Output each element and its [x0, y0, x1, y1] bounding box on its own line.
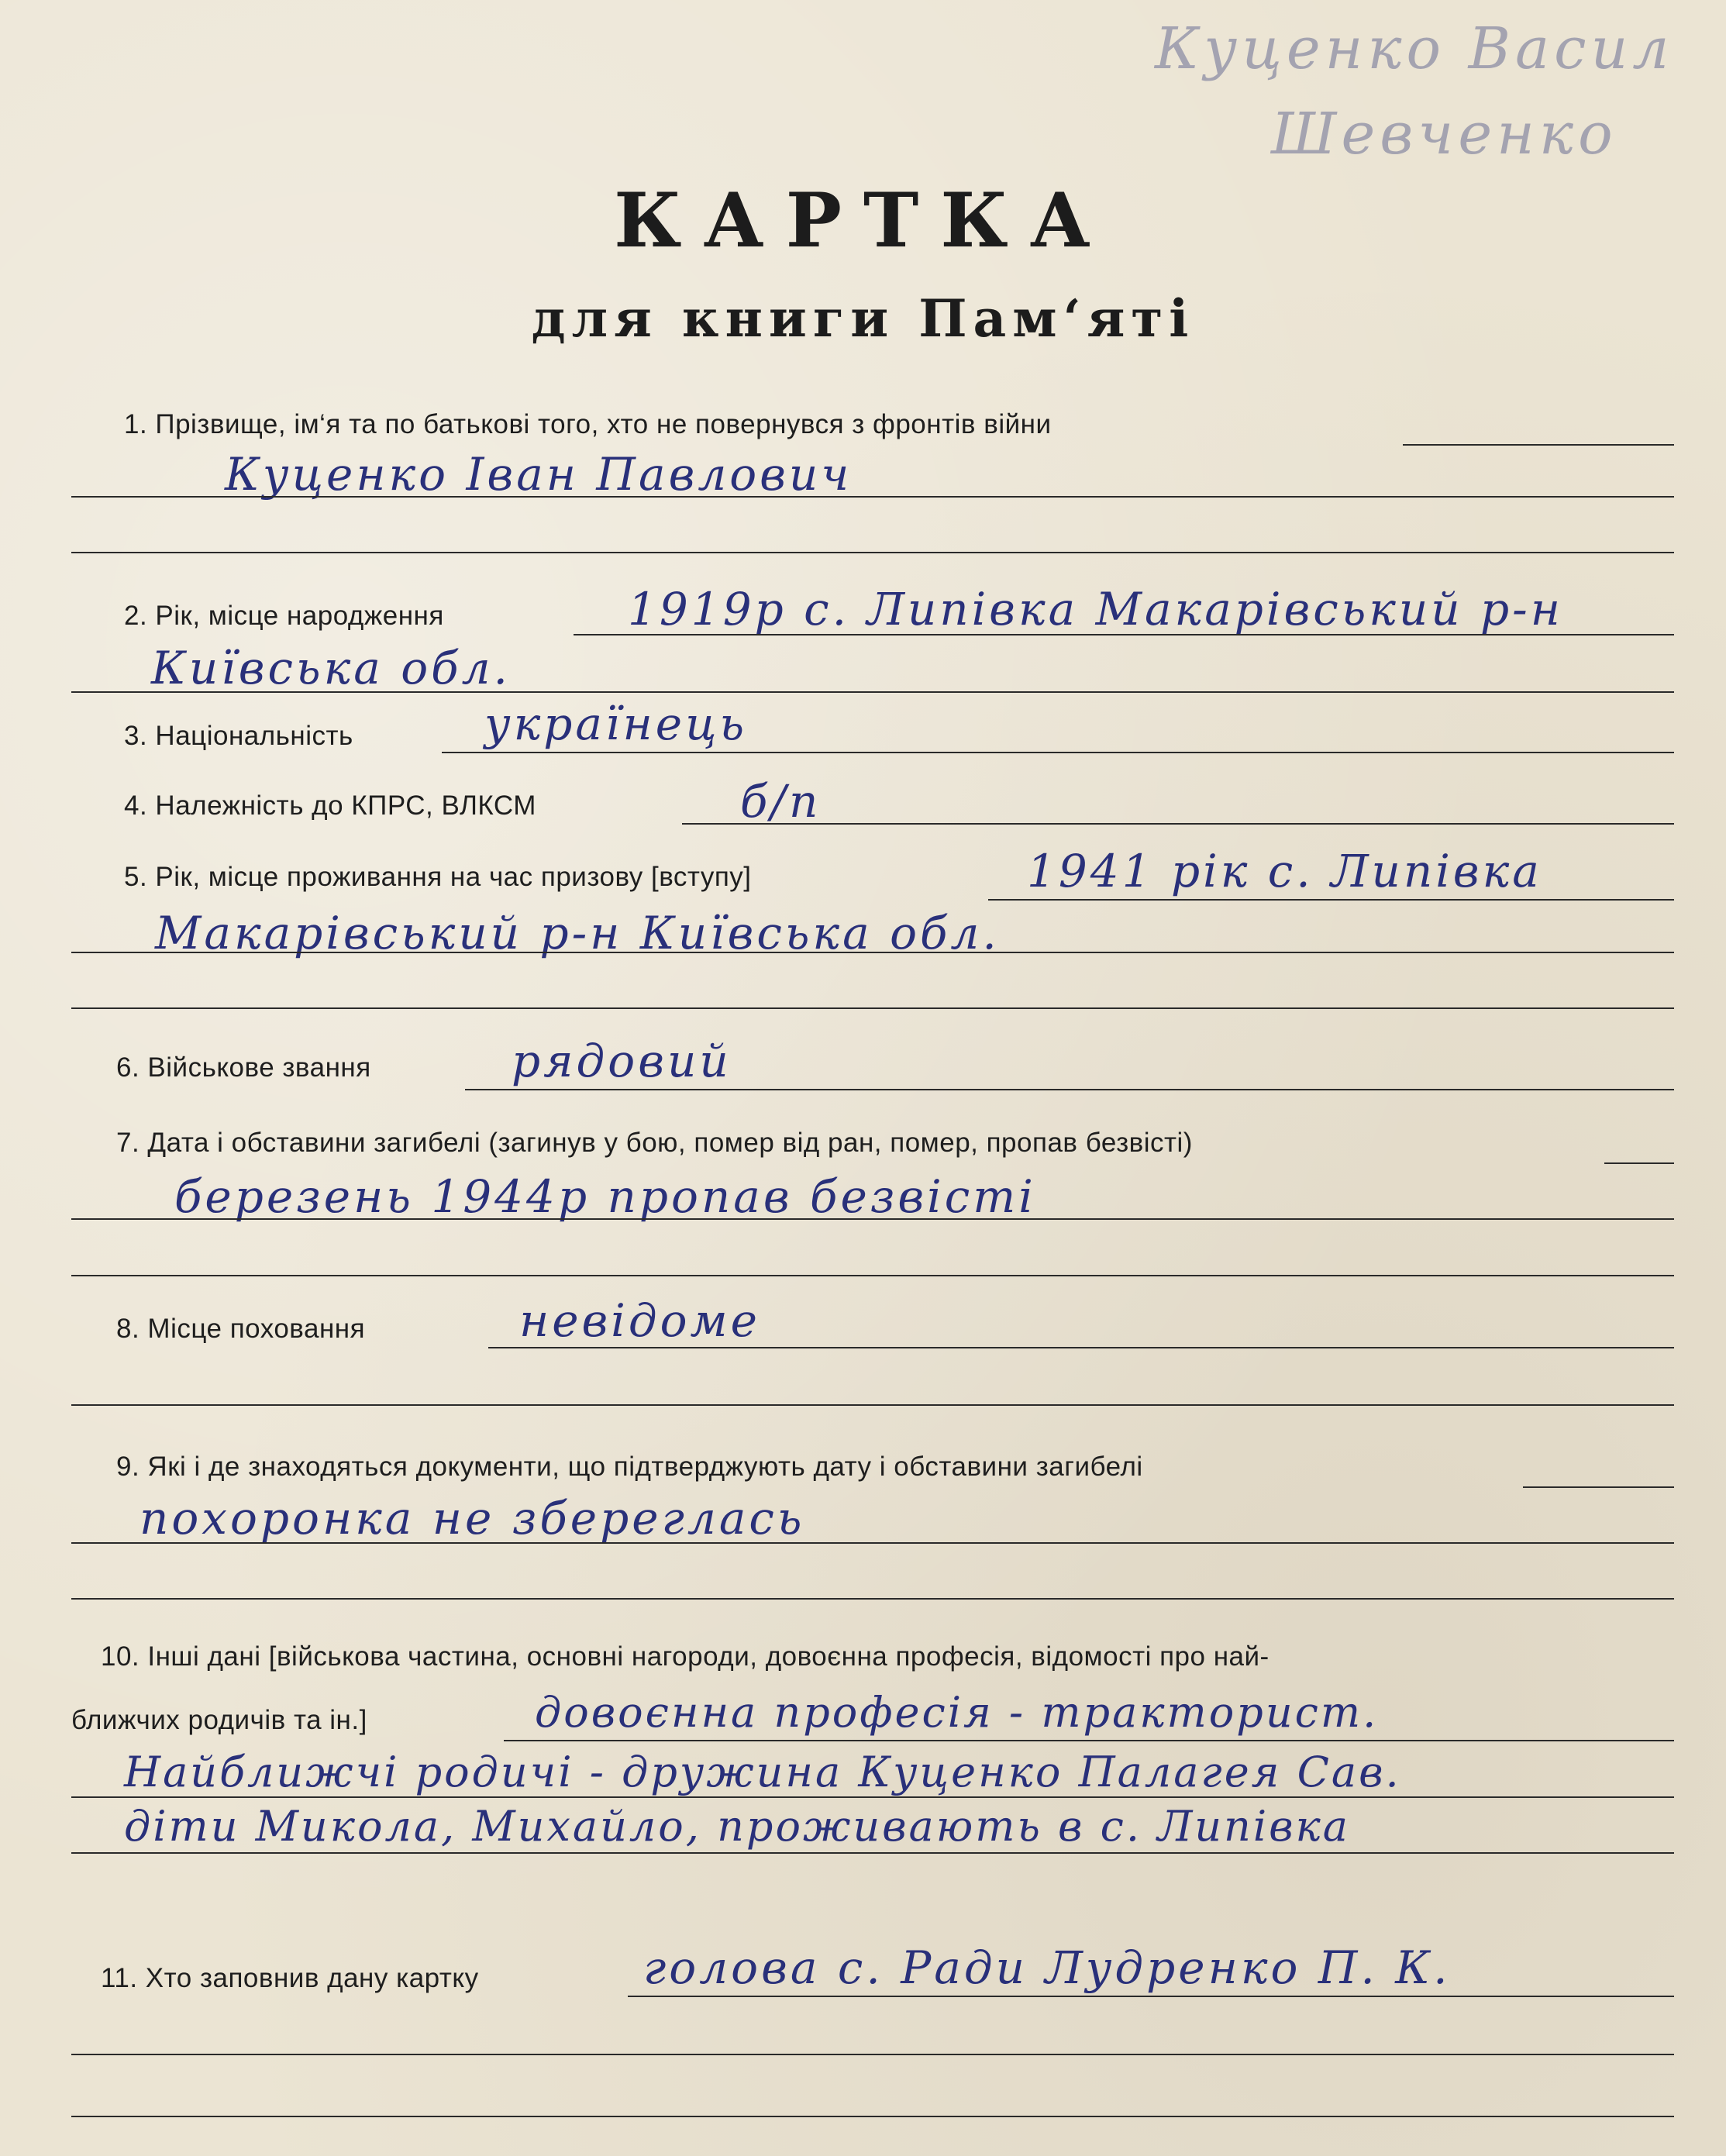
field-10-value-line-1: довоєнна професія - тракторист.	[535, 1688, 1379, 1737]
field-10-label-line-1: 10. Інші дані [військова частина, основні нагороди, довоєнна професія, відомості про най-	[101, 1641, 1270, 1672]
field-11-value: голова с. Ради Лудренко П. К.	[643, 1941, 1451, 1994]
field-7-value: березень 1944р пропав безвісті	[174, 1170, 1036, 1223]
field-10-rule-c	[71, 1852, 1674, 1854]
field-11-label: 11. Хто заповнив дану картку	[101, 1963, 479, 1993]
field-2-value-line-1: 1919р с. Липівка Макарівський р-н	[628, 583, 1563, 635]
corner-annotation-line-1: Куценко Васил	[1155, 15, 1674, 82]
field-7-label: 7. Дата і обставини загибелі (загинув у бою, помер від ран, помер, пропав безвісті)	[116, 1128, 1193, 1158]
field-7-rule-a	[1604, 1162, 1674, 1164]
field-5-rule-b	[71, 952, 1674, 953]
corner-annotation-line-2: Шевченко	[1271, 101, 1617, 167]
card-subtitle: для книги Пам‘яті	[531, 288, 1195, 349]
field-5-label: 5. Рік, місце проживання на час призову [вступу]	[124, 862, 752, 892]
field-10-rule-a	[504, 1740, 1674, 1741]
field-5-rule-a	[988, 899, 1674, 901]
field-9-label: 9. Які і де знаходяться документи, що підтверджують дату і обставини загибелі	[116, 1452, 1143, 1482]
field-4-rule	[682, 823, 1674, 825]
field-1-rule-b	[71, 496, 1674, 498]
field-11-rule-a	[628, 1996, 1674, 1997]
field-9-value: похоронка не збереглась	[140, 1492, 805, 1545]
field-10-rule-b	[71, 1796, 1674, 1798]
field-10-value-line-2: Найближчі родичі - дружина Куценко Палагея Сав.	[124, 1748, 1401, 1796]
field-7-rule-c	[71, 1275, 1674, 1276]
field-8-value: невідоме	[519, 1294, 760, 1347]
field-10-label-line-2: ближчих родичів та ін.]	[71, 1705, 367, 1735]
card-title: КАРТКА	[614, 177, 1112, 264]
field-1-rule-a	[1403, 444, 1674, 446]
field-2-label: 2. Рік, місце народження	[124, 601, 444, 631]
field-3-label: 3. Національність	[124, 721, 353, 751]
field-9-rule-a	[1523, 1486, 1674, 1488]
field-3-value: українець	[484, 697, 748, 750]
field-11-rule-b	[71, 2054, 1674, 2055]
field-8-rule-b	[71, 1404, 1674, 1406]
field-10-value-line-3: діти Микола, Михайло, проживають в с. Липівка	[124, 1802, 1350, 1851]
field-2-rule-b	[71, 691, 1674, 693]
field-1-rule-c	[71, 552, 1674, 553]
field-2-value-line-2: Київська обл.	[151, 642, 511, 694]
field-6-value: рядовий	[512, 1035, 732, 1087]
field-2-rule-a	[574, 634, 1674, 635]
field-8-label: 8. Місце поховання	[116, 1314, 366, 1344]
field-7-rule-b	[71, 1218, 1674, 1220]
field-3-rule	[442, 752, 1674, 753]
field-6-rule	[465, 1089, 1674, 1090]
field-6-label: 6. Військове звання	[116, 1052, 371, 1083]
field-5-rule-c	[71, 1007, 1674, 1009]
field-5-value-line-2: Макарівський р-н Київська обл.	[155, 907, 1000, 959]
field-4-value: б/п	[740, 775, 822, 828]
field-5-value-line-1: 1941 рік с. Липівка	[1027, 845, 1542, 897]
field-9-rule-b	[71, 1542, 1674, 1544]
field-1-label: 1. Прізвище, ім‘я та по батькові того, хто не повернувся з фронтів війни	[124, 409, 1052, 439]
field-1-value: Куценко Іван Павлович	[225, 448, 853, 501]
field-4-label: 4. Належність до КПРС, ВЛКСМ	[124, 790, 536, 821]
field-11-rule-c	[71, 2116, 1674, 2117]
field-8-rule-a	[488, 1347, 1674, 1348]
field-9-rule-c	[71, 1598, 1674, 1600]
